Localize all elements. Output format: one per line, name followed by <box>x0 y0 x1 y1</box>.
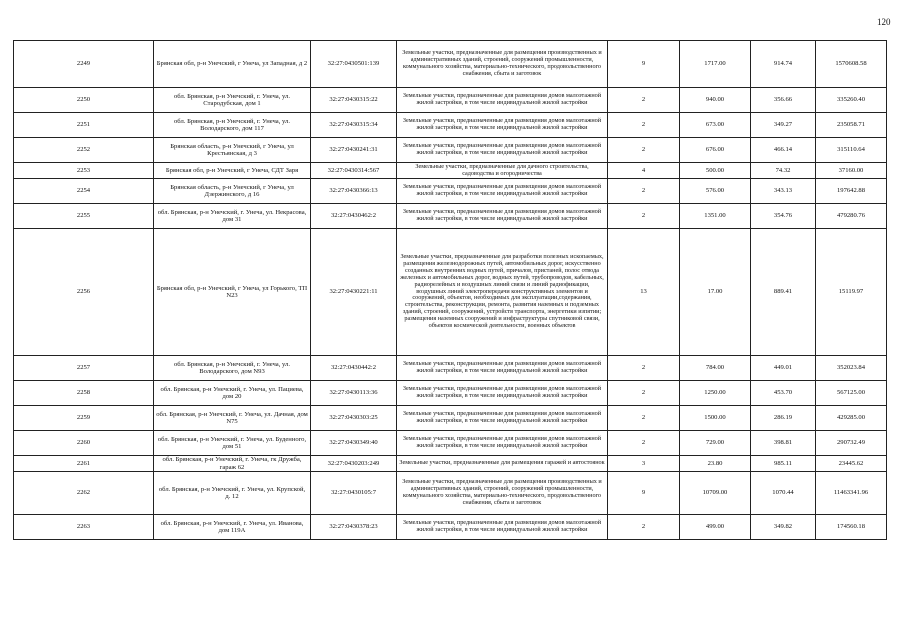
address-cell: обл. Брянская, р-н Унечский, г. Унеча, ул. Володарского, дом 117 <box>154 113 311 138</box>
row-number: 2263 <box>14 515 154 540</box>
area-cell: 398.81 <box>751 431 816 456</box>
table-row <box>14 204 887 229</box>
land-use-cell: Земельные участки, предназначенные для размещения домов малоэтажной жилой застройки, в том числе индивидуальной жилой застройки <box>397 431 608 456</box>
cadastral-number-cell: 32:27:0430314:567 <box>311 163 397 179</box>
specific-value-cell: 673.00 <box>680 113 751 138</box>
land-use-cell: Земельные участки, предназначенные для размещения домов малоэтажной жилой застройки, в том числе индивидуальной жилой застройки <box>397 113 608 138</box>
cadastral-number-cell: 32:27:0430203:249 <box>311 456 397 472</box>
land-use-cell: Земельные участки, предназначенные для дачного строительства, садоводства и огородничества <box>397 163 608 179</box>
specific-value-cell: 1250.00 <box>680 381 751 406</box>
row-number: 2251 <box>14 113 154 138</box>
cadastral-number-cell: 32:27:0430378:23 <box>311 515 397 540</box>
row-number: 2252 <box>14 138 154 163</box>
row-number: 2256 <box>14 229 154 356</box>
table-row <box>14 406 887 431</box>
cadastral-number-cell: 32:27:0430349:40 <box>311 431 397 456</box>
address-cell: Брянская область, р-н Унечский, г Унеча, ул Дзержинского, д 16 <box>154 179 311 204</box>
group-cell: 2 <box>608 515 680 540</box>
address-cell: обл. Брянская, р-н Унечский, г. Унеча, ул. Володарского, дом N93 <box>154 356 311 381</box>
address-cell: обл. Брянская, р-н Унечский, г. Унеча, ул. Некрасова, дом 31 <box>154 204 311 229</box>
area-cell: 453.70 <box>751 381 816 406</box>
table-body <box>14 41 887 540</box>
area-cell: 449.01 <box>751 356 816 381</box>
area-cell: 354.76 <box>751 204 816 229</box>
group-cell: 13 <box>608 229 680 356</box>
cadastral-value-cell: 290732.49 <box>816 431 887 456</box>
cadastral-value-cell: 567125.00 <box>816 381 887 406</box>
cadastral-value-cell: 1570608.58 <box>816 41 887 88</box>
table-row <box>14 229 887 356</box>
group-cell: 2 <box>608 138 680 163</box>
address-cell: Брянская обл, р-н Унечский, г Унеча, ул Западная, д 2 <box>154 41 311 88</box>
cadastral-number-cell: 32:27:0430221:11 <box>311 229 397 356</box>
row-number: 2259 <box>14 406 154 431</box>
land-use-cell: Земельные участки, предназначенные для размещения производственных и административных зданий, строений, сооружений промышленности, коммунального хозяйства, материально-технического, продовольственного снабжения, сбыта и заготовок <box>397 472 608 515</box>
table-row <box>14 88 887 113</box>
group-cell: 2 <box>608 113 680 138</box>
cadastral-number-cell: 32:27:0430462:2 <box>311 204 397 229</box>
address-cell: Брянская обл, р-н Унечский, г Унеча, СДТ Заря <box>154 163 311 179</box>
cadastral-value-cell: 315110.64 <box>816 138 887 163</box>
cadastral-number-cell: 32:27:0430105:7 <box>311 472 397 515</box>
address-cell: Брянская область, р-н Унечский, г Унеча, ул Крестьянская, д 3 <box>154 138 311 163</box>
cadastral-number-cell: 32:27:0430366:13 <box>311 179 397 204</box>
land-use-cell: Земельные участки, предназначенные для размещения гаражей и автостоянок <box>397 456 608 472</box>
table-row <box>14 179 887 204</box>
cadastral-value-cell: 429285.00 <box>816 406 887 431</box>
table-row <box>14 381 887 406</box>
table-row <box>14 456 887 472</box>
land-use-cell: Земельные участки, предназначенные для размещения домов малоэтажной жилой застройки, в том числе индивидуальной жилой застройки <box>397 204 608 229</box>
cadastral-value-cell: 174560.18 <box>816 515 887 540</box>
area-cell: 889.41 <box>751 229 816 356</box>
cadastral-value-cell: 15119.97 <box>816 229 887 356</box>
address-cell: обл. Брянская, р-н Унечский, г. Унеча, ул. Пациева, дом 20 <box>154 381 311 406</box>
table-row <box>14 138 887 163</box>
row-number: 2257 <box>14 356 154 381</box>
address-cell: обл. Брянская, р-н Унечский, г. Унеча, ул. Иванова, дом 119А <box>154 515 311 540</box>
group-cell: 2 <box>608 356 680 381</box>
group-cell: 2 <box>608 431 680 456</box>
cadastral-value-table <box>13 40 887 540</box>
area-cell: 343.13 <box>751 179 816 204</box>
group-cell: 2 <box>608 88 680 113</box>
specific-value-cell: 10709.00 <box>680 472 751 515</box>
table-row <box>14 356 887 381</box>
address-cell: обл. Брянская, р-н Унечский, г. Унеча, ул. Крупской, д. 12 <box>154 472 311 515</box>
row-number: 2258 <box>14 381 154 406</box>
row-number: 2262 <box>14 472 154 515</box>
table-row <box>14 113 887 138</box>
group-cell: 2 <box>608 406 680 431</box>
address-cell: обл. Брянская, р-н Унечский, г. Унеча, гк Дружба, гараж 62 <box>154 456 311 472</box>
specific-value-cell: 1500.00 <box>680 406 751 431</box>
specific-value-cell: 676.00 <box>680 138 751 163</box>
specific-value-cell: 1717.00 <box>680 41 751 88</box>
land-use-cell: Земельные участки, предназначенные для размещения домов малоэтажной жилой застройки, в том числе индивидуальной жилой застройки <box>397 179 608 204</box>
address-cell: обл. Брянская, р-н Унечский, г. Унеча, ул. Дачная, дом N75 <box>154 406 311 431</box>
group-cell: 9 <box>608 41 680 88</box>
land-use-cell: Земельные участки, предназначенные для размещения домов малоэтажной жилой застройки, в том числе индивидуальной жилой застройки <box>397 381 608 406</box>
area-cell: 914.74 <box>751 41 816 88</box>
cadastral-value-cell: 352023.84 <box>816 356 887 381</box>
table-row <box>14 41 887 88</box>
cadastral-number-cell: 32:27:0430315:34 <box>311 113 397 138</box>
row-number: 2253 <box>14 163 154 179</box>
area-cell: 985.11 <box>751 456 816 472</box>
table-row <box>14 163 887 179</box>
specific-value-cell: 500.00 <box>680 163 751 179</box>
cadastral-value-cell: 479280.76 <box>816 204 887 229</box>
cadastral-value-cell: 23445.62 <box>816 456 887 472</box>
group-cell: 2 <box>608 381 680 406</box>
cadastral-value-cell: 335260.40 <box>816 88 887 113</box>
table-row <box>14 431 887 456</box>
group-cell: 3 <box>608 456 680 472</box>
cadastral-number-cell: 32:27:0430442:2 <box>311 356 397 381</box>
area-cell: 466.14 <box>751 138 816 163</box>
group-cell: 9 <box>608 472 680 515</box>
specific-value-cell: 17.00 <box>680 229 751 356</box>
row-number: 2261 <box>14 456 154 472</box>
area-cell: 1070.44 <box>751 472 816 515</box>
area-cell: 74.32 <box>751 163 816 179</box>
cadastral-number-cell: 32:27:0430113:36 <box>311 381 397 406</box>
row-number: 2254 <box>14 179 154 204</box>
cadastral-number-cell: 32:27:0430303:25 <box>311 406 397 431</box>
cadastral-value-cell: 11463341.96 <box>816 472 887 515</box>
table-row <box>14 515 887 540</box>
row-number: 2260 <box>14 431 154 456</box>
specific-value-cell: 1351.00 <box>680 204 751 229</box>
specific-value-cell: 729.00 <box>680 431 751 456</box>
row-number: 2249 <box>14 41 154 88</box>
area-cell: 356.66 <box>751 88 816 113</box>
table-row <box>14 472 887 515</box>
group-cell: 4 <box>608 163 680 179</box>
land-use-cell: Земельные участки, предназначенные для разработки полезных ископаемых, размещения железнодорожных путей, автомобильных дорог, искусственно созданных внутренних водных путей, причалов, пристаней, полос отвода железных и автомобильных дорог, водных путей, трубопроводов, кабельных, радиорелейных и воздушных линий связи и линий радиофикации, воздушных линий электропередачи конструктивных элементов и сооружений, объектов, необходимых для эксплуатации,содержания, строительства, реконструкции, ремонта, развития наземных и подземных зданий, строений, сооружений, устройств транспорта, энергетики изпятии; размещения наземных сооружений и инфраструктуры спутниковой связи, объектов космической деятельности, военных объектов <box>397 229 608 356</box>
area-cell: 286.19 <box>751 406 816 431</box>
land-use-cell: Земельные участки, предназначенные для размещения домов малоэтажной жилой застройки, в том числе индивидуальной жилой застройки <box>397 138 608 163</box>
cadastral-number-cell: 32:27:0430315:22 <box>311 88 397 113</box>
row-number: 2250 <box>14 88 154 113</box>
specific-value-cell: 940.00 <box>680 88 751 113</box>
area-cell: 349.82 <box>751 515 816 540</box>
address-cell: обл. Брянская, р-н Унечский, г. Унеча, ул. Стародубская, дом 1 <box>154 88 311 113</box>
group-cell: 2 <box>608 204 680 229</box>
address-cell: Брянская обл, р-н Унечский, г Унеча, ул Горького, ТП N23 <box>154 229 311 356</box>
land-use-cell: Земельные участки, предназначенные для размещения домов малоэтажной жилой застройки, в том числе индивидуальной жилой застройки <box>397 356 608 381</box>
land-use-cell: Земельные участки, предназначенные для размещения производственных и административных зданий, строений, сооружений промышленности, коммунального хозяйства, материально-технического, продовольственного снабжения, сбыта и заготовок <box>397 41 608 88</box>
cadastral-number-cell: 32:27:0430241:31 <box>311 138 397 163</box>
specific-value-cell: 784.00 <box>680 356 751 381</box>
page-number: 120 <box>877 17 891 27</box>
row-number: 2255 <box>14 204 154 229</box>
land-use-cell: Земельные участки, предназначенные для размещения домов малоэтажной жилой застройки, в том числе индивидуальной жилой застройки <box>397 406 608 431</box>
area-cell: 349.27 <box>751 113 816 138</box>
land-use-cell: Земельные участки, предназначенные для размещения домов малоэтажной жилой застройки, в том числе индивидуальной жилой застройки <box>397 88 608 113</box>
cadastral-number-cell: 32:27:0430501:139 <box>311 41 397 88</box>
cadastral-value-cell: 235058.71 <box>816 113 887 138</box>
cadastral-value-cell: 197642.88 <box>816 179 887 204</box>
land-use-cell: Земельные участки, предназначенные для размещения домов малоэтажной жилой застройки, в том числе индивидуальной жилой застройки <box>397 515 608 540</box>
address-cell: обл. Брянская, р-н Унечский, г. Унеча, ул. Буденного, дом 51 <box>154 431 311 456</box>
specific-value-cell: 23.80 <box>680 456 751 472</box>
group-cell: 2 <box>608 179 680 204</box>
cadastral-value-cell: 37160.00 <box>816 163 887 179</box>
specific-value-cell: 499.00 <box>680 515 751 540</box>
specific-value-cell: 576.00 <box>680 179 751 204</box>
